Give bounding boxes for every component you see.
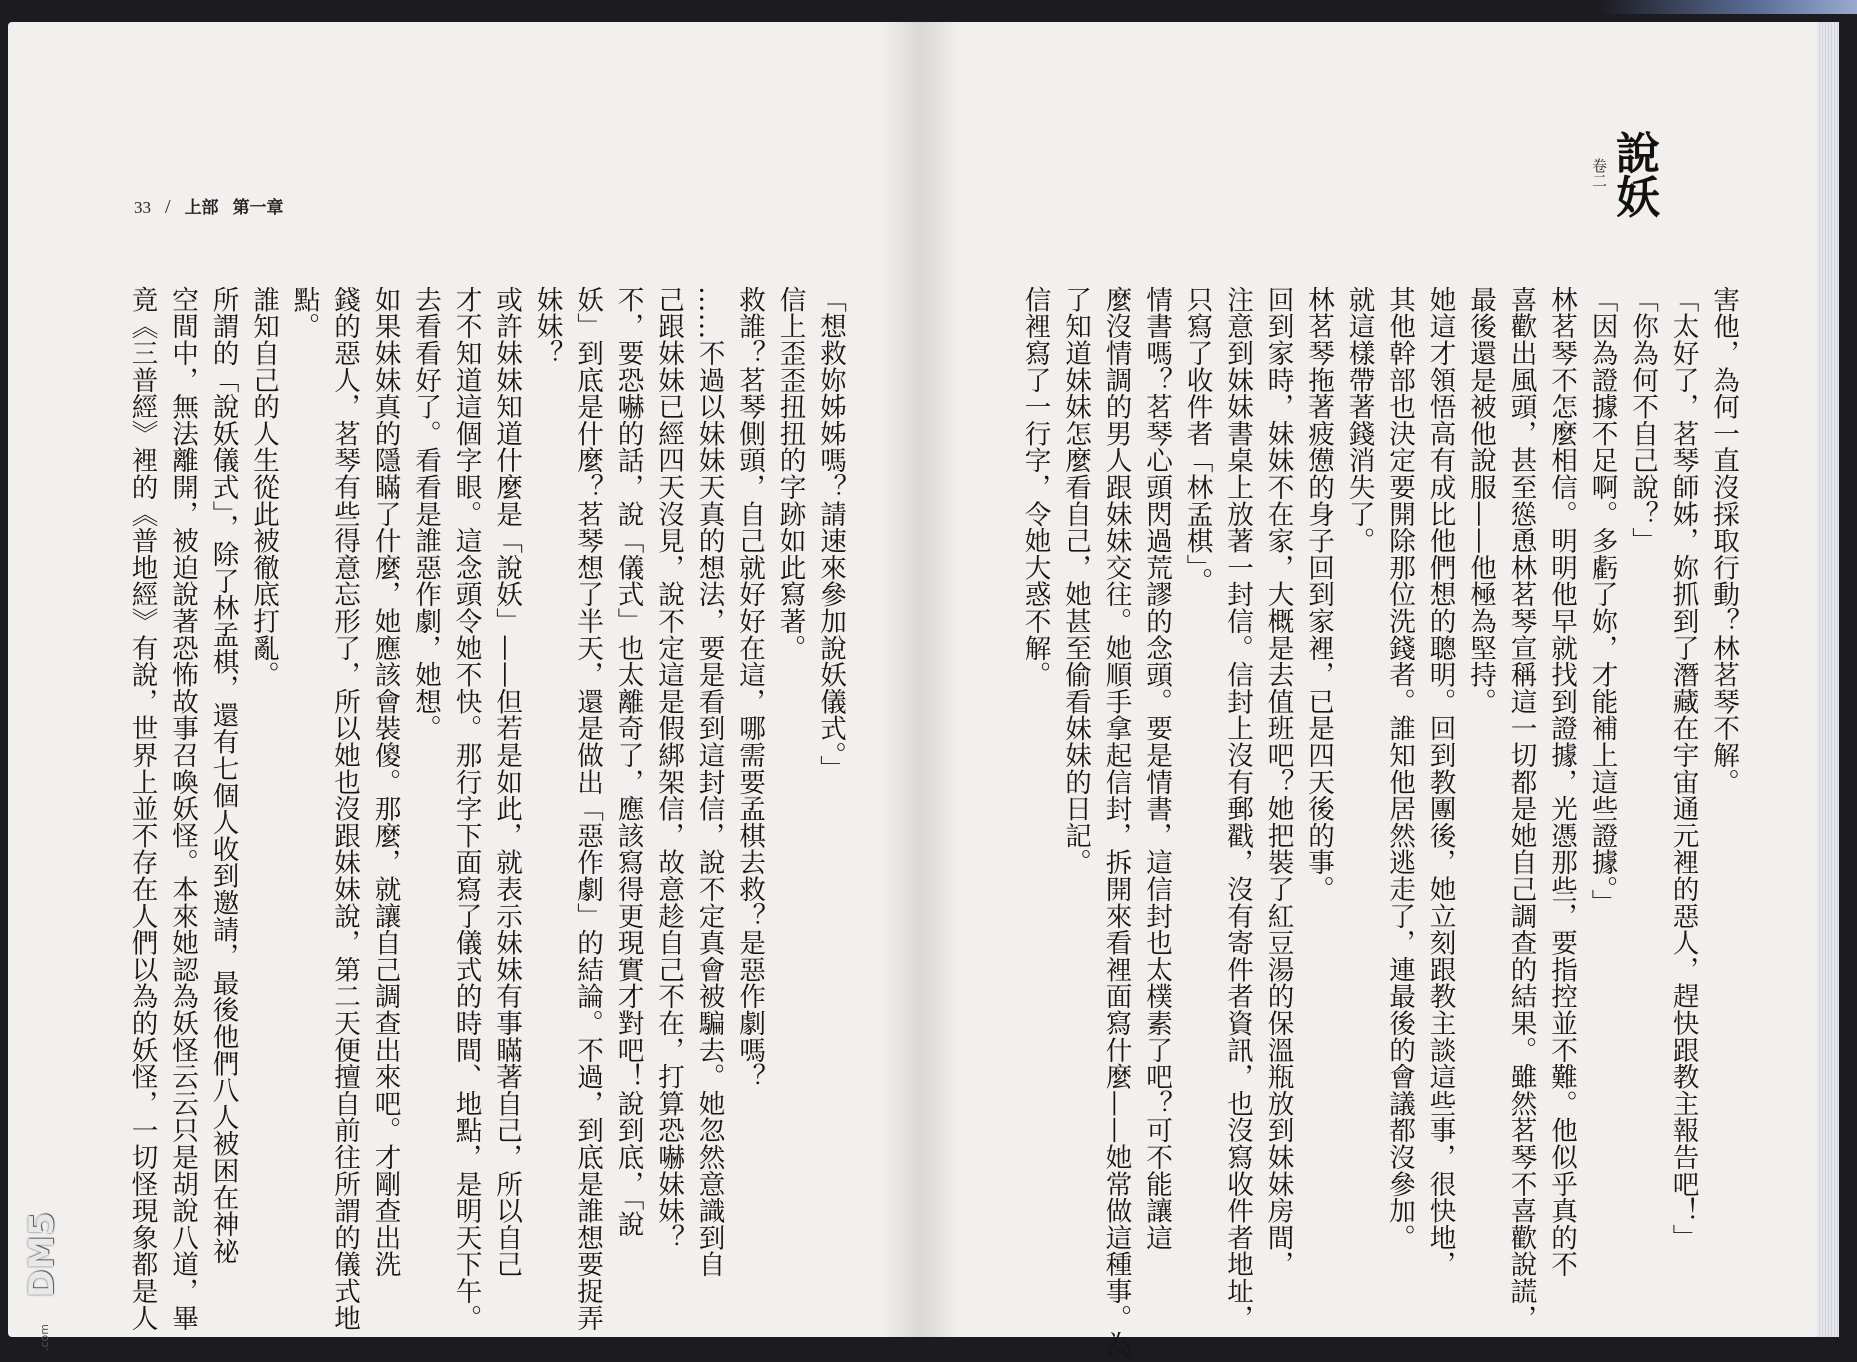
text-column: 「想救妳姊姊嗎？請速來參加說妖儀式。」	[815, 286, 846, 782]
text-column: 空間中，無法離開，被迫說著恐怖故事召喚妖怪。本來她認為妖怪云云只是胡說八道，畢	[167, 286, 198, 1332]
text-column: 錢的惡人，茗琴有些得意忘形了，所以她也沒跟妹妹說，第二天便擅自前往所謂的儀式地	[329, 286, 360, 1332]
text-column: 救誰？茗琴側頭，自己就好好在這，哪需要孟棋去救？是惡作劇嗎？	[734, 286, 765, 1090]
text-column: 回到家時，妹妹不在家，大概是去值班吧？她把裝了紅豆湯的保溫瓶放到妹妹房間，	[1262, 286, 1294, 1278]
chapter-label: 第一章	[232, 198, 284, 217]
text-column: 誰知自己的人生從此被徹底打亂。	[248, 286, 279, 688]
text-column: 或許妹妹知道什麼是「說妖」——但若是如此，就表示妹妹有事瞞著自己，所以自己	[491, 286, 522, 1278]
spine-shadow	[881, 22, 921, 1337]
text-column: 己跟妹妹已經四天沒見，說不定這是假綁架信，故意趁自己不在，打算恐嚇妹妹？	[653, 286, 684, 1251]
text-column: 「你為何不自己說？」	[1627, 286, 1658, 554]
text-column: 喜歡出風頭，甚至慫恿林茗琴宣稱這一切都是她自己調查的結果。雖然茗琴不喜歡說謊，	[1505, 286, 1537, 1332]
text-column: 最後還是被他說服——他極為堅持。	[1465, 286, 1496, 715]
left-page	[8, 22, 921, 1351]
text-column: 林茗琴拖著疲憊的身子回到家裡，已是四天後的事。	[1303, 286, 1334, 903]
right-body-text	[1019, 286, 1743, 1358]
scan-background-band	[1600, 0, 1857, 14]
text-column: 不，要恐嚇的話，說「儀式」也太離奇了，應該寫得更現實才對吧！說到底，「說	[612, 286, 644, 1238]
left-body-text	[126, 286, 850, 1332]
text-column: 如果妹妹真的隱瞞了什麼，她應該會裝傻。那麼，就讓自己調查出來吧。才剛查出洗	[369, 286, 401, 1278]
part-label: 上部	[184, 198, 219, 217]
text-column: 「太好了，茗琴師姊，妳抓到了潛藏在宇宙通元裡的惡人，趕快跟教主報告吧！」	[1667, 286, 1699, 1251]
chapter-mark-title: 說妖	[1608, 130, 1659, 218]
text-column: 了知道妹妹怎麼看自己，她甚至偷看妹妹的日記。	[1060, 286, 1091, 876]
volume-label: 卷二	[1590, 158, 1608, 188]
text-column: 「因為證據不足啊。多虧了妳，才能補上這些證據。」	[1586, 286, 1618, 916]
text-column: 妹妹？	[531, 286, 563, 367]
text-column: ……不過以妹妹天真的想法，要是看到這封信，說不定真會被騙去。她忽然意識到自	[693, 286, 725, 1278]
text-column: 只寫了收件者「林孟棋」。	[1181, 286, 1213, 595]
right-page	[921, 22, 1839, 1358]
running-head	[134, 193, 284, 219]
spine-shadow	[921, 22, 961, 1337]
text-column: 所謂的「說妖儀式」，除了林孟棋，還有七個人收到邀請，最後他們八人被困在神祕	[207, 286, 239, 1265]
bleed-through-mark	[136, 142, 186, 242]
page-edge	[1817, 22, 1839, 1337]
text-column: 就這樣帶著錢消失了。	[1343, 286, 1375, 554]
text-column: 麼沒情調的男人跟妹妹交往。她順手拿起信封，拆開來看裡面寫什麼——她常做這種事。為	[1100, 286, 1132, 1358]
dm5-watermark-logo: DM5 .com	[22, 1212, 62, 1351]
text-column: 害他，為何一直沒採取行動？林茗琴不解。	[1708, 286, 1739, 796]
text-column: 信裡寫了一行字，令她大惑不解。	[1019, 286, 1051, 688]
text-column: 其他幹部也決定要開除那位洗錢者。誰知他居然逃走了，連最後的會議都沒參加。	[1384, 286, 1415, 1251]
text-column: 點。	[288, 286, 320, 340]
text-column: 情書嗎？茗琴心頭閃過荒謬的念頭。要是情書，這信封也太樸素了吧？可不能讓這	[1141, 286, 1172, 1251]
chapter-mark	[1589, 130, 1679, 250]
page-number: 33	[134, 198, 151, 217]
text-column: 去看看好了。看看是誰惡作劇，她想。	[410, 286, 441, 742]
text-column: 妖」到底是什麼？茗琴想了半天，還是做出「惡作劇」的結論。不過，到底是誰想要捉弄	[572, 286, 603, 1332]
running-head-separator: /	[165, 196, 171, 218]
text-column: 她這才領悟高有成比他們想的聰明。回到教團後，她立刻跟教主談這些事，很快地，	[1424, 286, 1456, 1278]
text-column: 信上歪歪扭扭的字跡如此寫著。	[774, 286, 806, 662]
text-column: 注意到妹妹書桌上放著一封信。信封上沒有郵戳，沒有寄件者資訊，也沒寫收件者地址，	[1222, 286, 1253, 1332]
text-column: 竟《三普經》裡的《普地經》有說，世界上並不存在人們以為的妖怪，一切怪現象都是人	[126, 286, 158, 1332]
text-column: 才不知道這個字眼。這念頭令她不快。那行字下面寫了儀式的時間、地點，是明天下午。	[450, 286, 482, 1332]
text-column: 林茗琴不怎麼相信。明明他早就找到證據，光憑那些，要指控並不難。他似乎真的不	[1546, 286, 1577, 1278]
